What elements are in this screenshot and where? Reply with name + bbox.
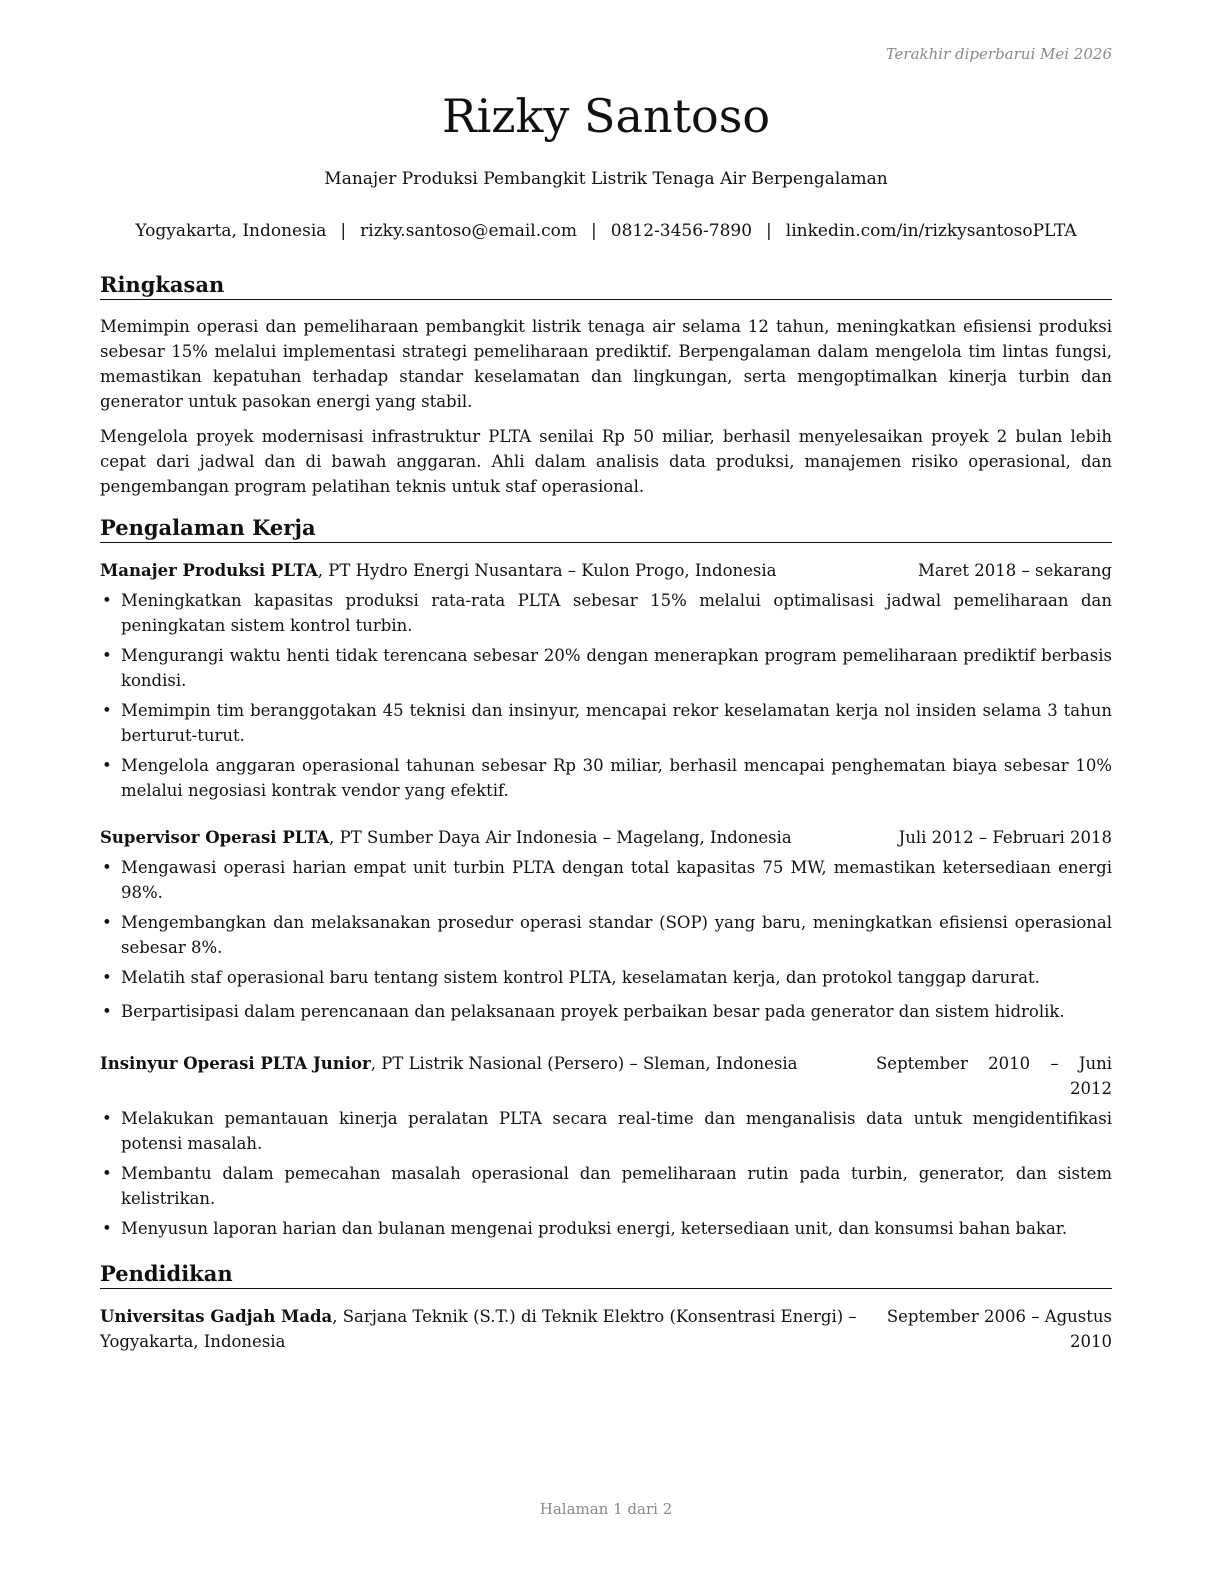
job-role: Supervisor Operasi PLTA [100, 828, 330, 847]
job-title-line [100, 1051, 798, 1076]
section-title-summary: Ringkasan [100, 271, 1112, 300]
list-item: • Mengembangkan dan melaksanakan prosedur operasi standar (SOP) yang baru, meningkatkan efisiensi operasional sebesar 8%. [100, 910, 1112, 960]
job-bullets [100, 855, 1112, 1024]
section-title-education: Pendidikan [100, 1260, 1112, 1289]
list-item: • Mengelola anggaran operasional tahunan sebesar Rp 30 miliar, berhasil mencapai penghematan biaya sebesar 10% melalui negosiasi kontrak vendor yang efektif. [100, 753, 1112, 803]
candidate-name: Rizky Santoso [441, 89, 771, 143]
job-bullets [100, 588, 1112, 803]
job-title-line [100, 558, 776, 583]
job-dates: Maret 2018 – sekarang [918, 561, 1112, 580]
summary-paragraph: Memimpin operasi dan pemeliharaan pembangkit listrik tenaga air selama 12 tahun, meningkatkan efisiensi produksi sebesar 15% melalui implementasi strategi pemeliharaan prediktif. Berpengalaman dalam mengelola tim lintas fungsi, memastikan kepatuhan terhadap standar keselamatan dan lingkungan, serta mengoptimalkan kinerja turbin dan generator untuk pasokan energi yang stabil. [100, 317, 1112, 411]
list-item: • Menyusun laporan harian dan bulanan mengenai produksi energi, ketersediaan unit, dan konsumsi bahan bakar. [100, 1216, 1112, 1241]
contact-separator: | [766, 221, 772, 241]
education-dates-start: September 2006 – Agustus [886, 1307, 1112, 1326]
tagline: Manajer Produksi Pembangkit Listrik Tenaga Air Berpengalaman [324, 169, 888, 189]
list-item: • Mengawasi operasi harian empat unit turbin PLTA dengan total kapasitas 75 MW, memastikan ketersediaan energi 98%. [100, 855, 1112, 905]
contact-separator: | [591, 221, 597, 241]
job-bullets [100, 1106, 1112, 1241]
job-organization: , PT Hydro Energi Nusantara – Kulon Progo, Indonesia [317, 561, 777, 580]
page-number: Halaman 1 dari 2 [539, 1500, 673, 1518]
job-title-line [100, 825, 792, 850]
section-title-experience: Pengalaman Kerja [100, 514, 1112, 543]
education-school-line [100, 1304, 857, 1354]
summary-paragraph: Mengelola proyek modernisasi infrastruktur PLTA senilai Rp 50 miliar, berhasil menyelesaikan proyek 2 bulan lebih cepat dari jadwal dan di bawah anggaran. Ahli dalam analisis data produksi, manajemen risiko operasional, dan pengembangan program pelatihan teknis untuk staf operasional. [100, 427, 1112, 496]
list-item: • Meningkatkan kapasitas produksi rata-rata PLTA sebesar 15% melalui optimalisasi jadwal pemeliharaan dan peningkatan sistem kontrol turbin. [100, 588, 1112, 638]
contact-phone: 0812-3456-7890 [610, 221, 753, 241]
education-location: Yogyakarta, Indonesia [100, 1332, 286, 1351]
list-item: • Melakukan pemantauan kinerja peralatan PLTA secara real-time dan menganalisis data untuk mengidentifikasi potensi masalah. [100, 1106, 1112, 1156]
last-updated: Terakhir diperbarui Mei 2026 [885, 45, 1112, 63]
education-school: Universitas Gadjah Mada [100, 1307, 333, 1326]
contact-separator: | [340, 221, 347, 241]
contact-email[interactable]: rizky.santoso@email.com [360, 221, 578, 241]
list-item: • Berpartisipasi dalam perencanaan dan pelaksanaan proyek perbaikan besar pada generator dan sistem hidrolik. [100, 999, 1112, 1024]
list-item: • Mengurangi waktu henti tidak terencana sebesar 20% dengan menerapkan program pemeliharaan prediktif berbasis kondisi. [100, 643, 1112, 693]
contact-location: Yogyakarta, Indonesia [135, 221, 327, 241]
job-role: Insinyur Operasi PLTA Junior [100, 1054, 371, 1073]
list-item: • Memimpin tim beranggotakan 45 teknisi dan insinyur, mencapai rekor keselamatan kerja nol insiden selama 3 tahun berturut-turut. [100, 698, 1112, 748]
list-item: • Melatih staf operasional baru tentang sistem kontrol PLTA, keselamatan kerja, dan protokol tanggap darurat. [100, 965, 1112, 990]
job-dates: September 2010 – Juni 2012 [876, 1054, 1112, 1098]
job-organization: , PT Listrik Nasional (Persero) – Sleman, Indonesia [370, 1054, 798, 1073]
education-dates-end: 2010 [1070, 1332, 1112, 1351]
education-degree: , Sarjana Teknik (S.T.) di Teknik Elektro (Konsentrasi Energi) – [332, 1307, 857, 1326]
list-item: • Membantu dalam pemecahan masalah operasional dan pemeliharaan rutin pada turbin, generator, dan sistem kelistrikan. [100, 1161, 1112, 1211]
contact-linkedin[interactable]: linkedin.com/in/rizkysantosoPLTA [785, 221, 1077, 241]
resume-page [100, 0, 1112, 1584]
job-role: Manajer Produksi PLTA [100, 561, 318, 580]
contact-line [100, 219, 1112, 243]
education-dates [887, 1304, 1112, 1354]
education-entry [100, 1304, 1112, 1354]
job-organization: , PT Sumber Daya Air Indonesia – Magelang, Indonesia [329, 828, 792, 847]
job-dates: Juli 2012 – Februari 2018 [898, 828, 1112, 847]
